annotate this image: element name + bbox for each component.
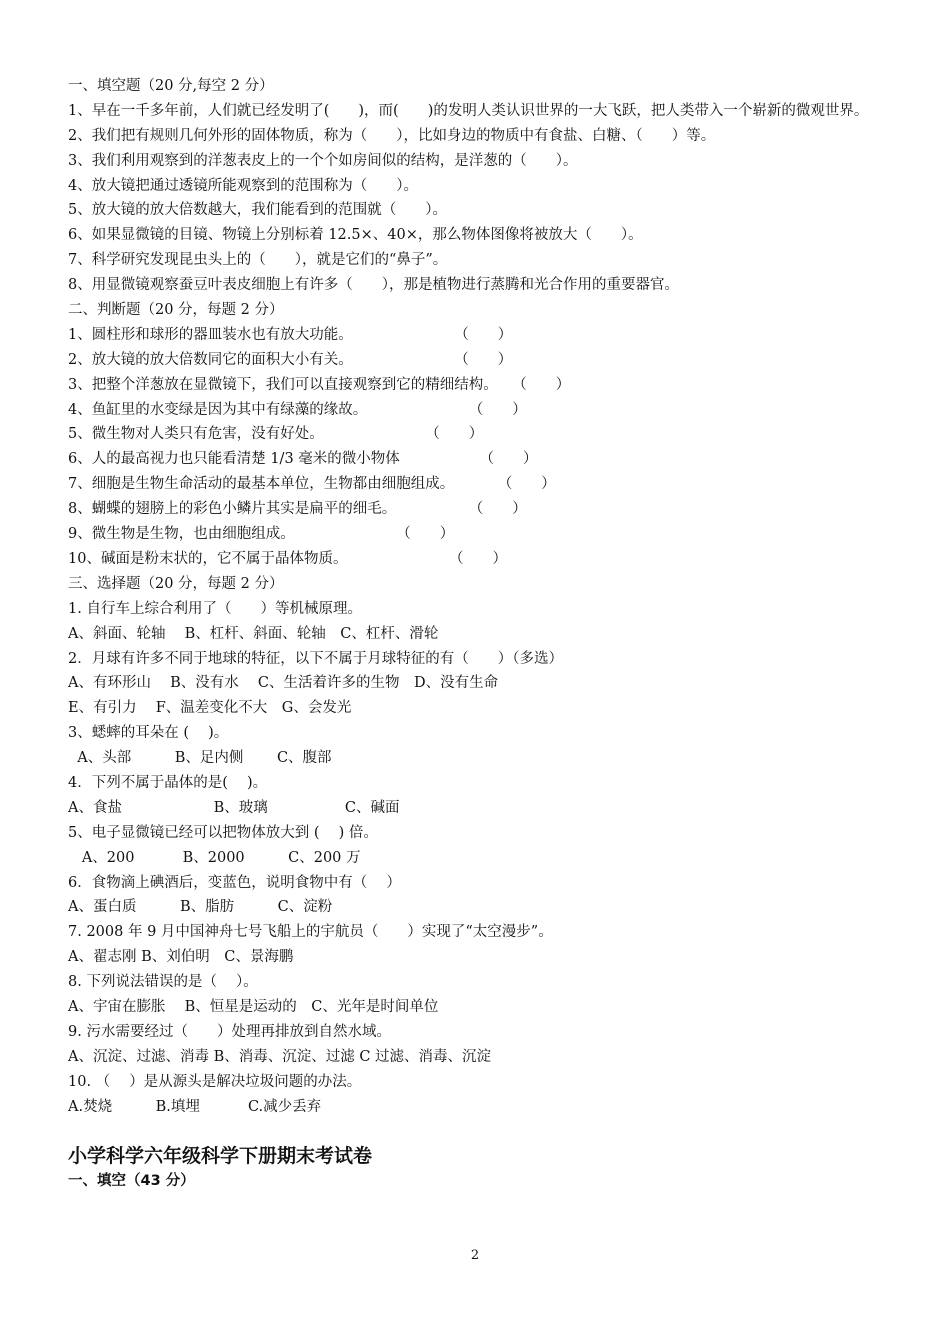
question-line: 2、放大镜的放大倍数同它的面积大小有关。 （ ）: [68, 351, 513, 368]
page-number: 2: [470, 1248, 480, 1263]
question-line: 6、如果显微镜的目镜、物镜上分别标着 12.5×、40×，那么物体图像将被放大（ ）。: [68, 227, 643, 244]
answer-options-line: A、头部 B、足内侧 C、腹部: [68, 750, 332, 767]
answer-options-line: A、有环形山 B、没有水 C、生活着许多的生物 D、没有生命: [68, 675, 499, 692]
answer-options-line: A、沉淀、过滤、消毒 B、消毒、沉淀、过滤 C 过滤、消毒、沉淀: [68, 1048, 492, 1065]
question-line: 5、电子显微镜已经可以把物体放大到 ( ) 倍。: [68, 824, 378, 841]
question-line: 4、鱼缸里的水变绿是因为其中有绿藻的缘故。 （ ）: [68, 401, 527, 418]
question-line: 10. （ ）是从源头是解决垃圾问题的办法。: [68, 1073, 362, 1090]
question-line: 2、我们把有规则几何外形的固体物质，称为（ ），比如身边的物质中有食盐、白糖、（ ）等。: [68, 127, 716, 144]
question-line: 3、我们利用观察到的洋葱表皮上的一个个如房间似的结构，是洋葱的（ ）。: [68, 152, 578, 169]
question-line: 8. 下列说法错误的是（ ）。: [68, 974, 258, 991]
question-line: 8、用显微镜观察蚕豆叶表皮细胞上有许多（ ），那是植物进行蒸腾和光合作用的重要器官。: [68, 277, 679, 294]
question-line: 3、蟋蟀的耳朵在 ( )。: [68, 725, 229, 742]
question-line: 2．月球有许多不同于地球的特征，以下不属于月球特征的有（ ）（多选）: [68, 650, 563, 667]
section-gap: [68, 1119, 898, 1142]
answer-options-line: A、200 B、2000 C、200 万: [68, 849, 361, 866]
next-exam-title: 小学科学六年级科学下册期末考试卷: [68, 1145, 373, 1168]
section-heading-fill-in: 一、填空题（20 分,每空 2 分）: [68, 78, 274, 94]
answer-options-line: A、宇宙在膨胀 B、恒星是运动的 C、光年是时间单位: [68, 998, 439, 1015]
question-line: 10、碱面是粉末状的，它不属于晶体物质。 （ ）: [68, 550, 507, 567]
question-line: 7. 2008 年 9 月中国神舟七号飞船上的宇航员（ ）实现了“太空漫步”。: [68, 924, 553, 941]
section-heading-multiple-choice: 三、选择题（20 分，每题 2 分）: [68, 575, 284, 592]
next-exam-section-heading: 一、填空（43 分）: [68, 1173, 195, 1190]
answer-options-line: A、食盐 B、玻璃 C、碱面: [68, 799, 400, 816]
question-line: 7、细胞是生物生命活动的最基本单位，生物都由细胞组成。 （ ）: [68, 476, 556, 493]
question-line: 5、放大镜的放大倍数越大，我们能看到的范围就（ ）。: [68, 202, 447, 219]
question-line: 8、蝴蝶的翅膀上的彩色小鳞片其实是扁平的细毛。 （ ）: [68, 501, 527, 518]
answer-options-line: E、有引力 F、温差变化不大 G、会发光: [68, 700, 352, 717]
section-heading-true-false: 二、判断题（20 分，每题 2 分）: [68, 302, 284, 319]
question-line: 5、微生物对人类只有危害，没有好处。 （ ）: [68, 426, 484, 443]
question-line: 7、科学研究发现昆虫头上的（ ），就是它们的“鼻子”。: [68, 252, 448, 269]
question-line: 1、早在一千多年前，人们就已经发明了( )，而( )的发明人类认识世界的一大飞跃，把人类带入一个崭新的微观世界。: [68, 102, 869, 119]
answer-options-line: A、蛋白质 B、脂肪 C、淀粉: [68, 899, 333, 916]
question-line: 4．下列不属于晶体的是( )。: [68, 774, 268, 791]
question-line: 3、把整个洋葱放在显微镜下，我们可以直接观察到它的精细结构。 （ ）: [68, 376, 571, 393]
answer-options-line: A、翟志刚 B、刘伯明 C、景海鹏: [68, 949, 294, 966]
answer-options-line: A、斜面、轮轴 B、杠杆、斜面、轮轴 C、杠杆、滑轮: [68, 625, 439, 642]
exam-page-body: [68, 74, 898, 1192]
question-line: 1. 自行车上综合利用了（ ）等机械原理。: [68, 600, 362, 617]
answer-options-line: A.焚烧 B.填埋 C.减少丢弃: [68, 1098, 322, 1115]
question-line: 9、微生物是生物，也由细胞组成。 （ ）: [68, 526, 455, 543]
question-line: 6、人的最高视力也只能看清楚 1/3 毫米的微小物体 （ ）: [68, 451, 538, 468]
question-line: 4、放大镜把通过透镜所能观察到的范围称为（ ）。: [68, 177, 418, 194]
question-line: 9. 污水需要经过（ ）处理再排放到自然水域。: [68, 1023, 391, 1040]
question-line: 1、圆柱形和球形的器皿装水也有放大功能。 （ ）: [68, 326, 513, 343]
question-line: 6．食物滴上碘酒后，变蓝色，说明食物中有（ ）: [68, 874, 401, 891]
